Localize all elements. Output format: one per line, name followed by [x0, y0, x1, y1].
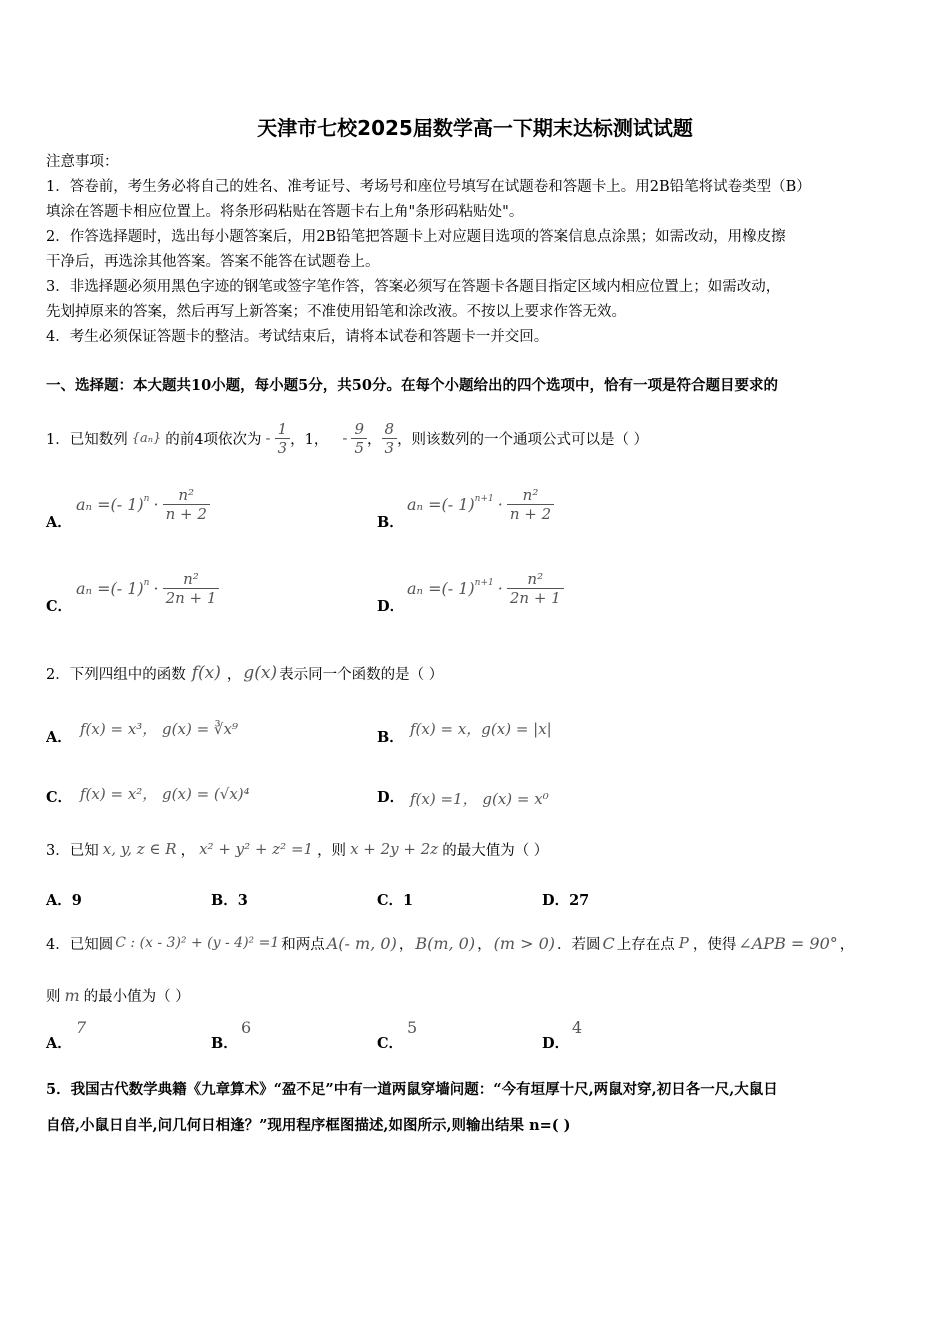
question-5-line-2: 自倍,小鼠日自半,问几何日相逢？”现用程序框图描述,如图所示,则输出结果 n=( )	[46, 1117, 571, 1134]
q1-term-3: $\frac{9}{5}$	[351, 420, 367, 457]
q2-prefix: 2．下列四组中的函数	[46, 666, 186, 683]
question-2: 2．下列四组中的函数 f(x) ， g(x) 表示同一个函数的是（ ）	[46, 663, 444, 683]
q3-prefix: 3．已知	[46, 842, 99, 859]
notice-line-5: 3．非选择题必须用黑色字迹的钢笔或签字笔作答，答案必须写在答题卡各题目指定区域内相应位置上；如需改动，	[46, 279, 781, 295]
q1-term-1: $\frac{1}{3}$	[275, 420, 291, 457]
q3-cond-1: x, y, z ∈ R	[102, 840, 177, 858]
q3-suffix: 的最大值为（ ）	[442, 842, 549, 859]
q4-condition: (m > 0)	[493, 933, 555, 953]
notice-line-7: 4．考生必须保证答题卡的整洁。考试结束后，请将本试卷和答题卡一并交回。	[46, 329, 549, 345]
q2-option-a-formula[interactable]: f(x) = x³， g(x) = ∛x⁹	[80, 720, 238, 738]
question-1: 1．已知数列 {aₙ} 的前4项依次为 - $\frac{1}{3}$ ，1， - $\frac{9}{5}$ ， $\frac{8}{3}$ ，则该数列的一个通项公式可以是（ ）	[46, 419, 649, 457]
q3-option-b[interactable]: B．3	[211, 892, 248, 909]
q4-option-b-label: B．	[211, 1035, 238, 1052]
q1-option-a-formula[interactable]: aₙ =(- 1) $^n$ · $\frac{\text{n²}}{n + 2}$	[76, 486, 210, 523]
q4-option-c-label: C．	[377, 1035, 404, 1052]
notice-line-6: 先划掉原来的答案，然后再写上新答案；不准使用铅笔和涂改液。不按以上要求作答无效。	[46, 304, 626, 320]
question-3: 3．已知 x, y, z ∈ R ， x² + y² + z² =1 ，则 x + 2y + 2z 的最大值为（ ）	[46, 840, 549, 859]
q1-option-d-formula[interactable]: aₙ =(- 1) $^{n+1}$ · $\frac{\text{n²}}{2n + 1}$	[407, 570, 564, 607]
q3-mid: ，则	[317, 842, 347, 859]
q1-suffix: ，则该数列的一个通项公式可以是（ ）	[397, 431, 649, 448]
q4-mid4: ，使得	[692, 936, 737, 953]
q4-c: C	[602, 933, 615, 953]
q4-mid3: 上存在点	[616, 936, 675, 953]
q4-angle: ∠APB = 90°	[738, 933, 838, 953]
q4-circle: C : (x - 3)² + (y - 4)² =1	[115, 935, 280, 951]
q4-m: m	[64, 985, 80, 1005]
q4-option-a-value[interactable]: 7	[76, 1018, 87, 1037]
q1-option-d-label: D．	[377, 598, 405, 615]
notice-line-3: 2．作答选择题时，选出每小题答案后，用2B铅笔把答题卡上对应题目选项的答案信息点涂黑；如需改动，用橡皮擦	[46, 229, 786, 245]
q2-f: f(x)	[191, 663, 221, 683]
q4-point-a: A(- m, 0)	[326, 933, 397, 953]
notice-line-2: 填涂在答题卡相应位置上。将条形码粘贴在答题卡右上角"条形码粘贴处"。	[46, 204, 524, 220]
q4-option-a-label: A．	[46, 1035, 72, 1052]
notice-line-4: 干净后，再选涂其他答案。答案不能答在试题卷上。	[46, 254, 380, 270]
q2-option-c-formula[interactable]: f(x) = x²， g(x) = (√x)⁴	[80, 785, 250, 803]
q1-term-4: $\frac{8}{3}$	[382, 420, 398, 457]
q1-prefix: 1．已知数列	[46, 431, 128, 448]
q4-mid2: ．若圆	[557, 936, 601, 953]
q3-option-a[interactable]: A．9	[46, 892, 82, 909]
q2-option-b-formula[interactable]: f(x) = x，g(x) = |x|	[410, 720, 552, 738]
q3-option-d[interactable]: D．27	[542, 892, 590, 909]
q4-option-d-value[interactable]: 4	[572, 1018, 583, 1037]
section-heading: 一、选择题：本大题共10小题，每小题5分，共50分。在每个小题给出的四个选项中，恰有一项是符合题目要求的	[46, 377, 778, 394]
q4-option-c-value[interactable]: 5	[407, 1018, 418, 1037]
question-4-line-2: 则 m 的最小值为（ ）	[46, 985, 190, 1005]
q1-sequence: {aₙ}	[131, 430, 162, 446]
q2-suffix: 表示同一个函数的是（ ）	[279, 666, 444, 683]
q1-term-2: ，1，	[290, 431, 329, 448]
q4-p: P	[678, 934, 689, 952]
q2-option-d-label: D．	[377, 789, 405, 806]
q4-prefix: 4．已知圆	[46, 936, 114, 953]
q1-option-c-label: C．	[46, 598, 73, 615]
q1-option-b-label: B．	[377, 514, 404, 531]
q4-mid1: 和两点	[281, 936, 325, 953]
q3-option-c[interactable]: C．1	[377, 892, 414, 909]
q1-mid: 的前4项依次为	[165, 431, 262, 448]
q3-cond-2: x² + y² + z² =1	[199, 840, 314, 858]
q2-option-c-label: C．	[46, 789, 73, 806]
question-4: 4．已知圆 C : (x - 3)² + (y - 4)² =1 和两点 A(- m, 0) ， B(m, 0) ， (m > 0) ．若圆 C 上存在点 P ，使得 ∠APB = 90° ，	[46, 933, 855, 953]
q1-option-a-label: A．	[46, 514, 72, 531]
exam-title: 天津市七校2025届数学高一下期末达标测试试题	[257, 116, 693, 140]
question-5-line-1: 5．我国古代数学典籍《九章算术》“盈不足”中有一道两鼠穿墙问题：“今有垣厚十尺,两鼠对穿,初日各一尺,大鼠日	[46, 1081, 778, 1098]
q1-option-b-formula[interactable]: aₙ =(- 1) $^{n+1}$ · $\frac{\text{n²}}{n + 2}$	[407, 486, 554, 523]
q3-expr: x + 2y + 2z	[350, 840, 439, 858]
q1-option-c-formula[interactable]: aₙ =(- 1) $^n$ · $\frac{\text{n²}}{2n + 1}$	[76, 570, 219, 607]
q2-option-a-label: A．	[46, 729, 72, 746]
q4-point-b: B(m, 0)	[415, 933, 476, 953]
q2-option-d-formula[interactable]: f(x) =1， g(x) = x⁰	[410, 790, 549, 808]
q2-option-b-label: B．	[377, 729, 404, 746]
q2-g: g(x)	[243, 663, 278, 683]
q4-option-d-label: D．	[542, 1035, 570, 1052]
notice-line-1: 1．答卷前，考生务必将自己的姓名、准考证号、考场号和座位号填写在试题卷和答题卡上。用2B铅笔将试卷类型（B）	[46, 179, 811, 195]
q4-option-b-value[interactable]: 6	[241, 1018, 252, 1037]
notice-heading: 注意事项：	[46, 154, 119, 170]
